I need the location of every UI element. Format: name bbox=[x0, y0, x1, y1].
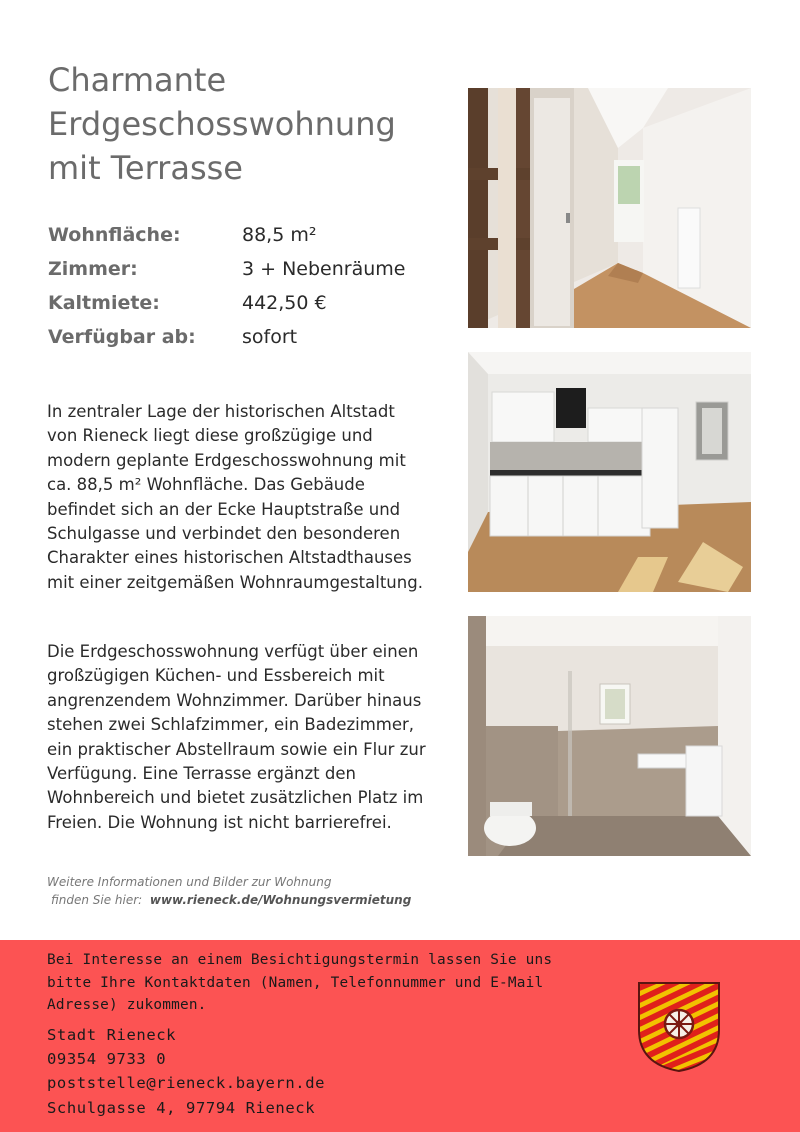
kitchen-photo bbox=[468, 352, 751, 592]
fact-value-wohnflaeche: 88,5 m² bbox=[242, 224, 317, 246]
fact-value-zimmer: 3 + Nebenräume bbox=[242, 258, 406, 280]
description-paragraph-1: In zentraler Lage der historischen Altstadt von Rieneck liegt diese großzügige und modern geplante Erdgeschosswohnung mit ca. 88,5 m² Wohnfläche. Das Gebäude befindet sich an der Ecke Hauptstraße und Schulgasse und verbindet den besonderen Charakter eines historischen Altstadthauses mit einer zeitgemäßen Wohnraumgestaltung. bbox=[47, 402, 423, 592]
fact-label-verfuegbar: Verfügbar ab: bbox=[48, 326, 196, 348]
contact-footer bbox=[0, 940, 800, 1132]
contact-organization: Stadt Rieneck bbox=[47, 1026, 177, 1044]
more-info-link-line bbox=[51, 893, 411, 907]
more-info-line: Weitere Informationen und Bilder zur Wohnung bbox=[47, 875, 332, 889]
contact-address: Schulgasse 4, 97794 Rieneck bbox=[47, 1098, 316, 1117]
fact-value-kaltmiete: 442,50 € bbox=[242, 292, 327, 314]
bathroom-photo bbox=[468, 616, 751, 856]
contact-phone[interactable]: 09354 9733 0 bbox=[47, 1050, 167, 1069]
contact-email[interactable]: poststelle@rieneck.bayern.de bbox=[47, 1074, 326, 1093]
more-info-prefix: finden Sie hier: bbox=[51, 893, 143, 907]
contact-call-to-action: Bei Interesse an einem Besichtigungstermin lassen Sie uns bitte Ihre Kontaktdaten (Namen, Telefonnummer und E-Mail Adresse) zukommen. bbox=[47, 952, 553, 1013]
contact-details bbox=[47, 1023, 325, 1120]
fact-value-verfuegbar: sofort bbox=[242, 326, 298, 348]
page-title: Charmante Erdgeschosswohnung mit Terrasse bbox=[48, 61, 396, 187]
fact-label-kaltmiete: Kaltmiete: bbox=[48, 292, 160, 314]
fact-label-wohnflaeche: Wohnfläche: bbox=[48, 224, 181, 246]
fact-label-zimmer: Zimmer: bbox=[48, 258, 138, 280]
rieneck-coat-of-arms-icon bbox=[636, 980, 722, 1074]
website-link[interactable]: www.rieneck.de/Wohnungsvermietung bbox=[149, 893, 412, 907]
hallway-photo bbox=[468, 88, 751, 328]
description-paragraph-2: Die Erdgeschosswohnung verfügt über einen großzügigen Küchen- und Essbereich mit angrenzendem Wohnzimmer. Darüber hinaus stehen zwei Schlafzimmer, ein Badezimmer, ein praktischer Abstellraum sowie ein Flur zur Verfügung. Eine Terrasse ergänzt den Wohnbereich und bietet zusätzlichen Platz im Freien. Die Wohnung ist nicht barrierefrei. bbox=[47, 642, 426, 832]
